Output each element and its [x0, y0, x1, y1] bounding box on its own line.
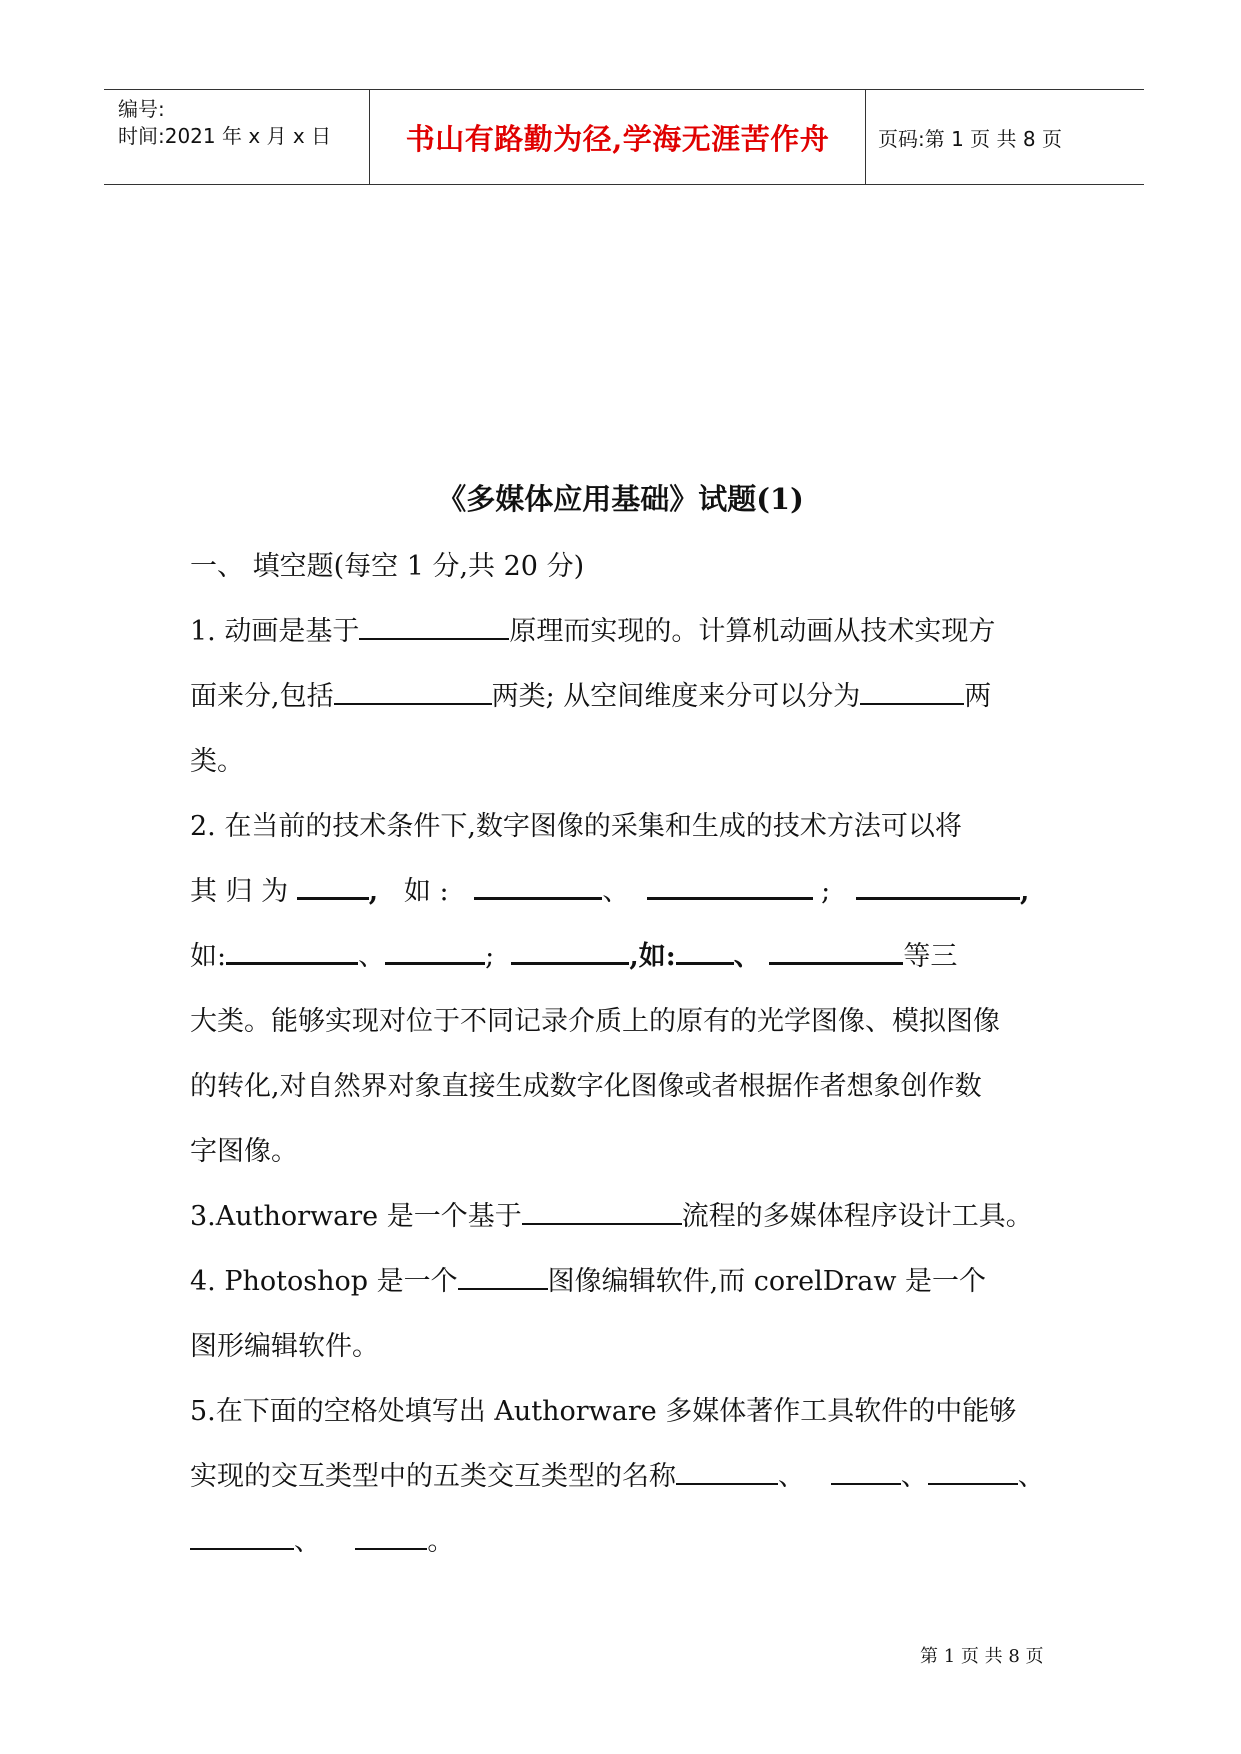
section-heading: 一、 填空题(每空 1 分,共 20 分)	[190, 551, 585, 582]
question-2-line-1: 2. 在当前的技术条件下,数字图像的采集和生成的技术方法可以将	[190, 811, 962, 842]
q2-blank-2[interactable]	[474, 873, 602, 900]
q2-comma-1: ,	[368, 876, 379, 907]
motto: 书山有路勤为径,学海无涯苦作舟	[405, 122, 830, 156]
q1-text-b: 原理而实现的。计算机动画从技术实现方	[509, 616, 996, 647]
question-5-line-2	[190, 1454, 1045, 1493]
q4-text-a: 4. Photoshop 是一个	[190, 1266, 458, 1297]
q5-sep-1: 、	[778, 1461, 805, 1492]
header-info-cell	[104, 90, 370, 184]
q5-blank-3[interactable]	[928, 1459, 1018, 1485]
q3-text-b: 流程的多媒体程序设计工具。	[681, 1201, 1033, 1232]
q5-blank-2[interactable]	[831, 1459, 901, 1485]
page-label: 页码:第 1 页 共 8 页	[878, 127, 1062, 151]
q2-blank-9[interactable]	[769, 938, 903, 965]
q2-blank-3[interactable]	[647, 873, 813, 900]
q2-sep-1: 、	[602, 876, 630, 907]
question-2-line-4: 大类。能够实现对位于不同记录介质上的原有的光学图像、模拟图像	[190, 1006, 1000, 1037]
q5-blank-5[interactable]	[355, 1524, 427, 1550]
number-label: 编号:	[118, 97, 165, 121]
question-5-line-3	[190, 1519, 454, 1558]
q1-text-a: 1. 动画是基于	[190, 616, 360, 647]
q2-text-d: ,如:	[629, 941, 676, 972]
q5-sep-4: 、	[294, 1526, 321, 1557]
question-4-line-1	[190, 1259, 986, 1298]
question-2-line-6: 字图像。	[190, 1136, 298, 1167]
q2-blank-5[interactable]	[226, 938, 358, 965]
q5-blank-1[interactable]	[676, 1459, 778, 1485]
header-page-cell	[866, 90, 1144, 184]
q2-text-e: 等三	[903, 941, 958, 972]
question-4-line-2: 图形编辑软件。	[190, 1331, 379, 1362]
q1-text-f: 类。	[190, 746, 244, 777]
page-footer: 第 1 页 共 8 页	[920, 1646, 1044, 1667]
q3-text-a: 3.Authorware 是一个基于	[190, 1201, 522, 1232]
q2-comma-2: ,	[1019, 876, 1030, 907]
q1-text-c: 面来分,包括	[190, 681, 334, 712]
q2-blank-8[interactable]	[676, 938, 734, 965]
q2-sep-2: 、	[358, 941, 386, 972]
q1-text-e: 两	[964, 681, 992, 712]
question-5-line-1: 5.在下面的空格处填写出 Authorware 多媒体著作工具软件的中能够	[190, 1396, 1017, 1427]
q5-blank-4[interactable]	[190, 1524, 294, 1550]
q2-text-c: 如:	[190, 941, 227, 972]
question-2-line-3	[190, 934, 957, 973]
q4-blank-1[interactable]	[458, 1264, 548, 1290]
q5-sep-2: 、	[900, 1461, 928, 1492]
header-motto-cell	[370, 90, 866, 184]
q2-semi-2: ;	[485, 941, 495, 972]
q2-text-b: 如 :	[403, 876, 449, 907]
question-2-line-2	[190, 869, 1029, 908]
question-2-line-5: 的转化,对自然界对象直接生成数字化图像或者根据作者想象创作数	[190, 1071, 982, 1102]
q1-blank-3[interactable]	[860, 679, 964, 705]
question-1-line-2	[190, 674, 991, 713]
q3-blank-1[interactable]	[522, 1199, 682, 1225]
q2-sep-3: 、	[733, 941, 761, 972]
q5-text-a: 实现的交互类型中的五类交互类型的名称	[190, 1461, 676, 1492]
q1-blank-1[interactable]	[359, 614, 509, 640]
exam-title: 《多媒体应用基础》试题(1)	[437, 482, 804, 516]
q2-blank-6[interactable]	[385, 938, 485, 965]
time-label: 时间:2021 年 x 月 x 日	[118, 124, 332, 148]
q1-text-d: 两类; 从空间维度来分可以分为	[491, 681, 861, 712]
question-3-line-1	[190, 1194, 1033, 1233]
q2-blank-1[interactable]	[297, 873, 369, 900]
q5-end: 。	[427, 1526, 455, 1557]
q2-text-a: 其 归 为	[190, 876, 289, 907]
q2-semi-1: ;	[821, 876, 831, 907]
page-header	[104, 89, 1144, 185]
q5-sep-3: 、	[1017, 1461, 1045, 1492]
q2-blank-7[interactable]	[511, 938, 629, 965]
q2-blank-4[interactable]	[856, 873, 1020, 900]
q1-blank-2[interactable]	[334, 679, 492, 705]
question-1-line-1	[190, 609, 995, 648]
q4-text-b: 图像编辑软件,而 corelDraw 是一个	[547, 1266, 987, 1297]
